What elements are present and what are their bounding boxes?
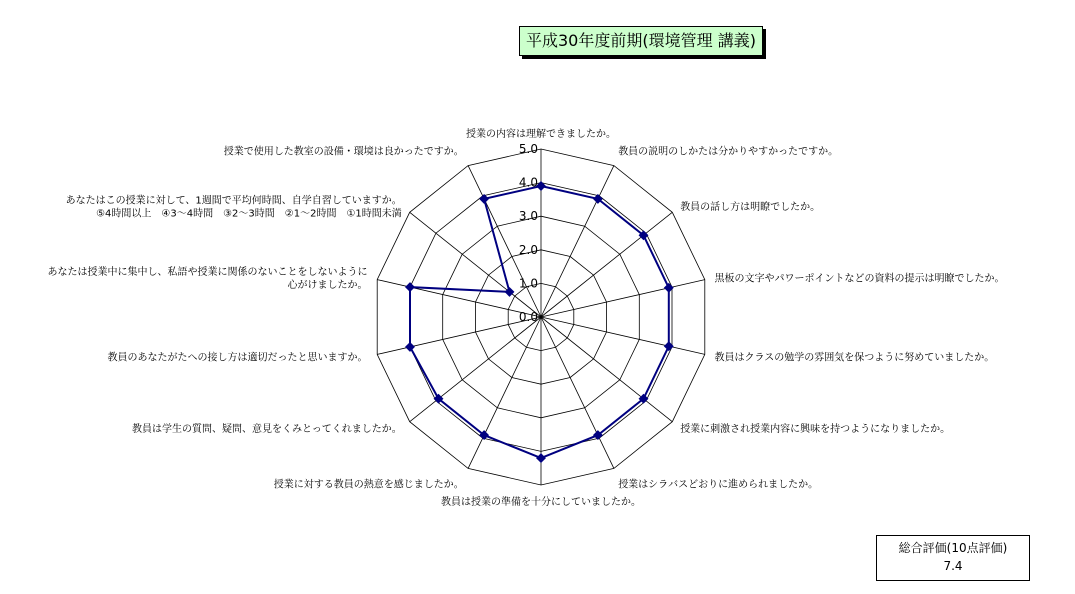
axis-label: 教員は授業の準備を十分にしていましたか。 <box>441 497 641 508</box>
axis-label: あなたはこの授業に対して、1週間で平均何時間、自学自習していますか。 ⑤4時間以上 ④3～4時間 ③2～3時間 ②1～2時間 ①1時間未満 <box>65 195 402 220</box>
tick-label: 2.0 <box>518 242 538 257</box>
axis-label: 教員の話し方は明瞭でしたか。 <box>680 202 821 213</box>
series-point <box>405 282 415 292</box>
axis-label: 教員はクラスの勉学の雰囲気を保つように努めていましたか。 <box>714 352 995 364</box>
overall-score-label: 総合評価(10点評価) <box>898 541 1008 555</box>
tick-label: 5.0 <box>518 142 538 156</box>
series-point <box>536 453 546 463</box>
axis-label: あなたは授業中に集中し、私語や授業に関係のないことをしないように心がけましたか。 <box>47 266 368 291</box>
axis-label: 教員は学生の質問、疑問、意見をくみとってくれましたか。 <box>131 424 402 435</box>
axis-label: 授業に対する教員の熱意を感じましたか。 <box>273 479 464 491</box>
axis-label: 授業で使用した教室の設備・環境は良かったですか。 <box>223 146 464 158</box>
spoke-3 <box>541 280 705 317</box>
spoke-10 <box>377 317 541 354</box>
spoke-11 <box>377 280 541 317</box>
axis-label: 教員の説明のしかたは分かりやすかったですか。 <box>618 146 839 158</box>
series-point <box>479 194 489 204</box>
spoke-2 <box>541 212 672 317</box>
tick-label: 1.0 <box>518 276 538 291</box>
series-point <box>505 287 515 297</box>
spoke-5 <box>541 317 672 422</box>
tick-label: 0.0 <box>518 310 538 324</box>
axis-label: 授業の内容は理解できましたか。 <box>466 129 616 140</box>
spoke-9 <box>410 317 541 422</box>
series-point <box>405 342 415 352</box>
axis-label: 教員のあなたがたへの接し方は適切だったと思いますか。 <box>107 352 368 364</box>
overall-score-box <box>876 535 1030 581</box>
spoke-4 <box>541 317 705 354</box>
tick-label: 3.0 <box>518 209 538 224</box>
overall-score-value: 7.4 <box>943 559 963 573</box>
tick-label: 4.0 <box>518 175 538 190</box>
axis-label: 黒板の文字やパワーポイントなどの資料の提示は明瞭でしたか。 <box>714 273 1005 285</box>
chart-title: 平成30年度前期(環境管理 講義) <box>519 26 763 56</box>
axis-label: 授業に刺激され授業内容に興味を持つようになりましたか。 <box>680 424 951 435</box>
radar-grid <box>377 149 705 485</box>
spoke-12 <box>410 212 541 317</box>
radial-tick-labels <box>519 142 538 324</box>
axis-label: 授業はシラバスどおりに進められましたか。 <box>618 479 819 491</box>
